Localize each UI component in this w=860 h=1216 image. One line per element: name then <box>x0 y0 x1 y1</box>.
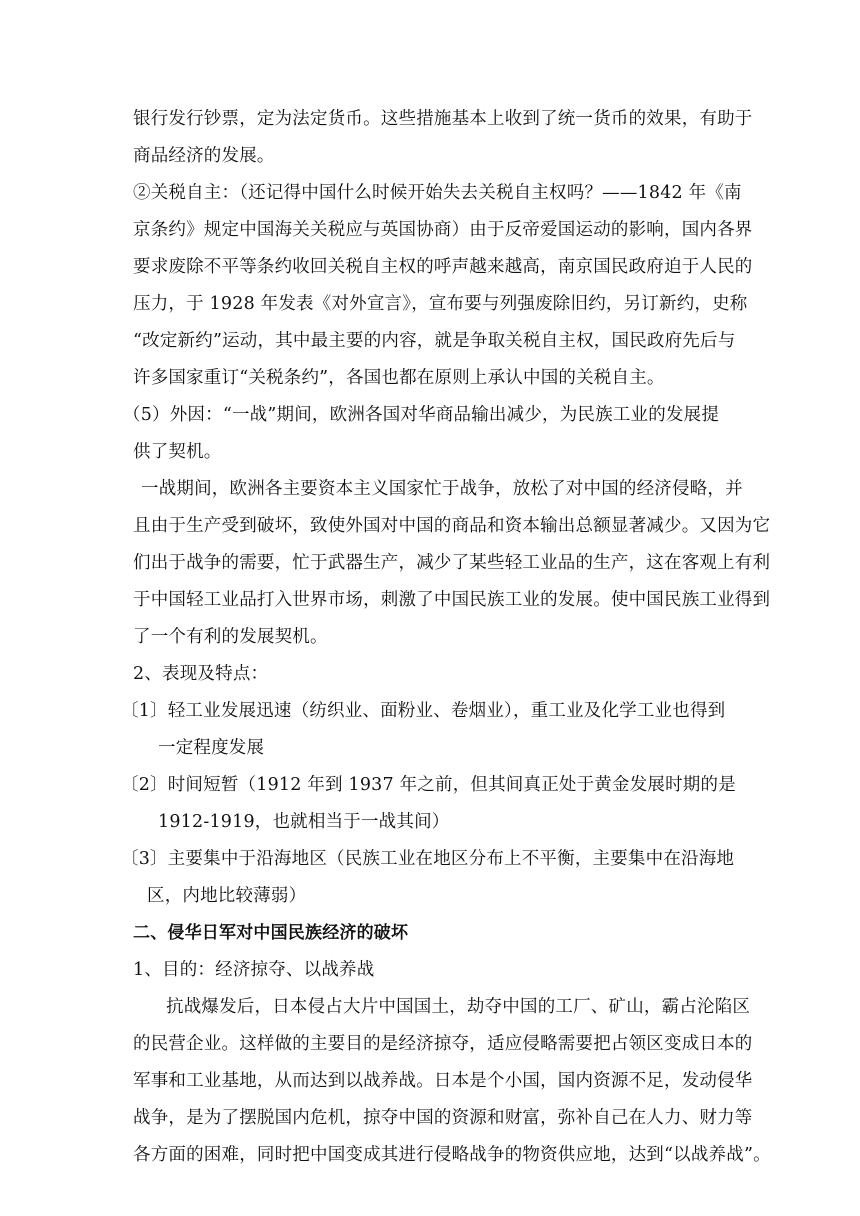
body-line: 抗战爆发后，日本侵占大片中国国土，劫夺中国的工厂、矿山，霸占沦陷区 <box>166 997 751 1017</box>
body-line: 要求废除不平等条约收回关税自主权的呼声越来越高，南京国民政府迫于人民的 <box>133 257 753 277</box>
body-line: 银行发行钞票，定为法定货币。这些措施基本上收到了统一货币的效果，有助于 <box>133 109 753 129</box>
body-line: 的民营企业。这样做的主要目的是经济掠夺，适应侵略需要把占领区变成日本的 <box>133 1034 753 1054</box>
body-line: 1、目的：经济掠夺、以战养战 <box>133 960 375 980</box>
body-line: （5）外因：“一战”期间，欧洲各国对华商品输出减少，为民族工业的发展提 <box>123 405 720 425</box>
body-line: 区，内地比较薄弱） <box>147 886 307 906</box>
body-line: 京条约》规定中国海关关税应与英国协商）由于反帝爱国运动的影响，国内各界 <box>133 220 753 240</box>
body-line: 一定程度发展 <box>158 738 265 758</box>
body-line: 战争，是为了摆脱国内危机，掠夺中国的资源和财富，弥补自己在人力、财力等 <box>133 1108 753 1128</box>
body-line: 许多国家重订“关税条约”，各国也都在原则上承认中国的关税自主。 <box>133 368 665 388</box>
body-line: 2、表现及特点： <box>133 664 269 684</box>
body-line: 〔3〕主要集中于沿海地区（民族工业在地区分布上不平衡，主要集中在沿海地 <box>121 849 735 869</box>
body-line: 各方面的困难，同时把中国变成其进行侵略战争的物资供应地，达到“以战养战”。 <box>133 1145 771 1165</box>
body-line: 一战期间，欧洲各主要资本主义国家忙于战争，放松了对中国的经济侵略，并 <box>141 479 743 499</box>
body-line: 商品经济的发展。 <box>133 146 275 166</box>
body-line: 1912-1919，也就相当于一战其间） <box>158 812 450 832</box>
body-line: 〔2〕时间短暂（1912 年到 1937 年之前，但其间真正处于黄金发展时期的是 <box>121 775 736 795</box>
body-line: 们出于战争的需要，忙于武器生产，减少了某些轻工业品的生产，这在客观上有利 <box>133 553 771 573</box>
body-line: 压力，于 1928 年发表《对外宣言》，宣布要与列强废除旧约，另订新约，史称 <box>133 294 748 314</box>
body-line: 军事和工业基地，从而达到以战养战。日本是个小国，国内资源不足，发动侵华 <box>133 1071 753 1091</box>
body-line: 供了契机。 <box>133 442 222 462</box>
section-heading: 二、侵华日军对中国民族经济的破坏 <box>133 923 409 943</box>
body-line: 〔1〕轻工业发展迅速（纺织业、面粉业、卷烟业），重工业及化学工业也得到 <box>121 701 726 721</box>
body-line: ②关税自主：（还记得中国什么时候开始失去关税自主权吗？——1842 年《南 <box>133 183 742 203</box>
body-line: 了一个有利的发展契机。 <box>133 627 328 647</box>
body-line: 于中国轻工业品打入世界市场，刺激了中国民族工业的发展。使中国民族工业得到 <box>133 590 771 610</box>
body-line: “改定新约”运动，其中最主要的内容，就是争取关税自主权，国民政府先后与 <box>133 331 736 351</box>
body-line: 且由于生产受到破坏，致使外国对中国的商品和资本输出总额显著减少。又因为它 <box>133 516 771 536</box>
